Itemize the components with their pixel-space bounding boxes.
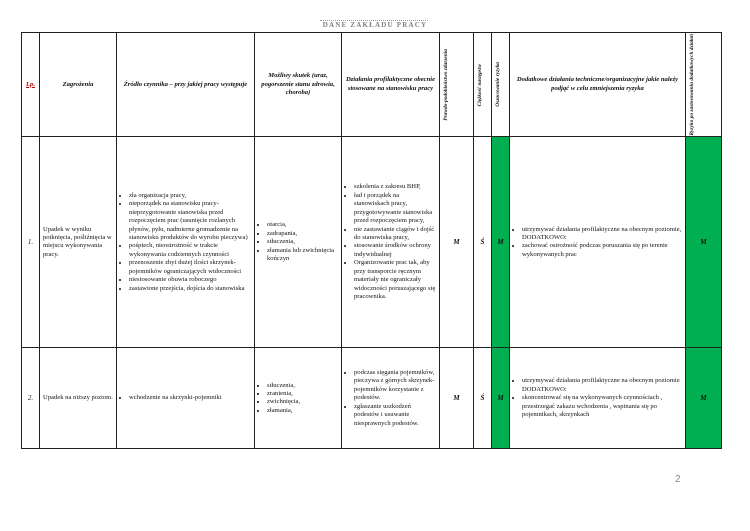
col-probability: Prawdo-podobieństwo zdarzenia xyxy=(440,33,474,137)
row-probability: M xyxy=(440,137,474,348)
col-hazard: Zagrożenia xyxy=(40,33,117,137)
col-residual: Ryzyko po zastosowaniu dodatkowych działań xyxy=(686,33,722,137)
col-preventive: Działania profilaktyczne obecnie stosowane na stanowisku pracy xyxy=(342,33,440,137)
col-severity: Ciężkość następstw xyxy=(474,33,492,137)
row-risk: M xyxy=(492,137,510,348)
list-item: • zranienia, xyxy=(267,390,338,398)
list-item: • niestosowanie obuwia roboczego xyxy=(129,276,251,284)
row-severity: Ś xyxy=(474,348,492,449)
row-residual: M xyxy=(686,348,722,449)
list-item: • pośpiech, nieostrożność w trakcie wykonywania codziennych czynności xyxy=(129,242,251,259)
list-item: • złamania lub zwichnięcia kończyn xyxy=(267,247,338,264)
list-item: • zadrapania, xyxy=(267,230,338,238)
list-item: • otarcia, xyxy=(267,221,338,229)
page-header: DANE ZAKŁADU PRACY xyxy=(322,21,428,29)
list-item: • zachować ostrożność podczas poruszania się po terenie wykonywanych prac xyxy=(522,242,682,259)
table-row xyxy=(22,137,722,348)
table-row xyxy=(22,348,722,449)
list-item: • nie zastawianie ciągów i dojść do stanowiska pracy, xyxy=(354,226,436,243)
row-hazard: Upadek na niższy poziom. xyxy=(40,348,117,449)
col-additional: Dodatkowe działania techniczne/organizacyjne jakie należy podjąć w celu zmniejszenia ryzyka xyxy=(510,33,686,137)
list-item: • stłuczenia, xyxy=(267,238,338,246)
row-lp: 1. xyxy=(22,137,40,348)
list-item: • skoncentrować się na wykonywanych czynnościach , przestrzegać zakazu wchodzenia , wspinania się po pojemnikach, skrzynkach xyxy=(522,394,682,419)
list-item: • zgłaszanie uszkodzeń podestów i usuwanie niesprawnych podestów. xyxy=(354,403,436,428)
row-severity: Ś xyxy=(474,137,492,348)
row-effects xyxy=(255,137,342,348)
row-sources xyxy=(117,137,255,348)
list-item: • stłuczenia, xyxy=(267,382,338,390)
list-item: • utrzymywać działania profilaktyczne na obecnym poziomie DODATKOWO: xyxy=(522,377,682,394)
header-row xyxy=(22,33,722,137)
row-sources xyxy=(117,348,255,449)
list-item: • zwichnięcia, xyxy=(267,398,338,406)
row-preventive xyxy=(342,137,440,348)
list-item: • nieporządek na stanowisku pracy- nieprzygotowanie stanowiska przed rozpoczęciem prac (usunięcie rozlanych płynów, pyłu, nadmierne gromadzenie na stanowisku produktów do wyrobu pieczywa) xyxy=(129,200,251,242)
col-effects: Możliwy skutek (uraz, pogorszenie stanu zdrowia, choroba) xyxy=(255,33,342,137)
row-preventive xyxy=(342,348,440,449)
row-lp: 2. xyxy=(22,348,40,449)
list-item: • zastawione przejścia, dojścia do stanowiska xyxy=(129,285,251,293)
col-risk: Oszacowanie ryzyka xyxy=(492,33,510,137)
list-item: • przenoszenie zbyt dużej ilości skrzynek- pojemników ograniczających widoczności xyxy=(129,259,251,276)
col-lp: Lp. xyxy=(22,33,40,137)
list-item: • wchodzenie na skrzynki-pojemniki xyxy=(129,394,251,402)
list-item: • zła organizacja pracy, xyxy=(129,192,251,200)
row-probability: M xyxy=(440,348,474,449)
list-item: • ład i porządek na stanowiskach pracy, przygotowywanie stanowiska przed rozpoczęciem pracy, xyxy=(354,192,436,226)
list-item: • podczas sięgania pojemników, pieczywa z górnych skrzynek- pojemników korzystanie z podestów. xyxy=(354,369,436,403)
list-item: • utrzymywać działania profilaktyczne na obecnym poziomie, DODATKOWO: xyxy=(522,226,682,243)
row-residual: M xyxy=(686,137,722,348)
list-item: • złamania, xyxy=(267,407,338,415)
row-risk: M xyxy=(492,348,510,449)
page-number: 2 xyxy=(675,474,681,485)
list-item: • szkolenia z zakresu BHP, xyxy=(354,183,436,191)
risk-assessment-table xyxy=(21,32,722,449)
col-source: Źródło czynnika – przy jakiej pracy występuje xyxy=(117,33,255,137)
list-item: • Organizowanie prac tak, aby przy transporcie ręcznym materiały nie ograniczały widoczności poruszającego się pracownika. xyxy=(354,259,436,301)
row-additional xyxy=(510,137,686,348)
row-hazard: Upadek w wyniku potknięcia, pośliźnięcia w miejscu wykonywania pracy. xyxy=(40,137,117,348)
row-additional xyxy=(510,348,686,449)
list-item: • stosowanie środków ochrony indywidualnej xyxy=(354,242,436,259)
row-effects xyxy=(255,348,342,449)
